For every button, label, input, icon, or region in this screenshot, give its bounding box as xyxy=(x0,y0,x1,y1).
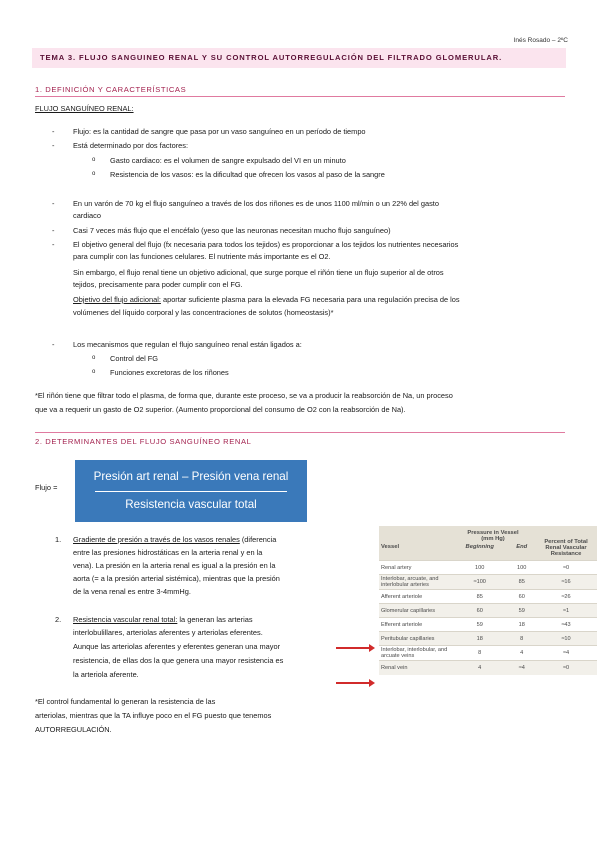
item2-line2: interlobulillares, arteriolas aferentes y arteriolas eferentes. xyxy=(73,628,263,637)
cell-end: 59 xyxy=(508,604,535,618)
cell-vessel: Renal artery xyxy=(379,561,451,575)
cell-beginning: ≈100 xyxy=(451,575,508,590)
bullet-flujo: Flujo: es la cantidad de sangre que pasa por un vaso sanguíneo en un período de tiempo xyxy=(73,127,366,136)
cell-beginning: 60 xyxy=(451,604,508,618)
cell-percent: ≈16 xyxy=(535,575,597,590)
bullet-varon-line2: cardiaco xyxy=(73,211,101,220)
bullet-dash: - xyxy=(52,340,55,349)
bullet-factores: Está determinado por dos factores: xyxy=(73,141,189,150)
renal-pressure-table xyxy=(379,526,597,675)
cell-vessel: Efferent arteriole xyxy=(379,618,451,632)
bullet-objetivo-line1: El objetivo general del flujo (fx necesaria para todos los tejidos) es proporcionar a los tejidos los nutrientes necesarios xyxy=(73,240,459,249)
bullet-encefalo: Casi 7 veces más flujo que el encéfalo (yeso que las neuronas necesitan mucho flujo sanguíneo) xyxy=(73,226,391,235)
cell-end: 8 xyxy=(508,632,535,646)
cell-end: 18 xyxy=(508,618,535,632)
table-body xyxy=(379,561,597,675)
sub-bullet-control-fg: Control del FG xyxy=(110,354,159,363)
cell-beginning: 8 xyxy=(451,646,508,661)
item2-line5: la arteriola aferente. xyxy=(73,670,139,679)
author-label: Inés Rosado – 2ºC xyxy=(513,37,568,44)
cell-end: 85 xyxy=(508,575,535,590)
item2-title: Resistencia vascular renal total: xyxy=(73,615,178,624)
section2-heading: 2. DETERMINANTES DEL FLUJO SANGUÍNEO RENAL xyxy=(35,437,252,446)
formula-fraction-bar xyxy=(95,491,287,492)
formula-numerator: Presión art renal – Presión vena renal xyxy=(93,470,289,483)
arrow-afferent xyxy=(336,647,370,649)
table-row xyxy=(379,590,597,604)
objetivo-adicional-text: aportar suficiente plasma para la elevada FG necesaria para una regulación precisa de los xyxy=(160,295,460,304)
cell-vessel: Glomerular capillaries xyxy=(379,604,451,618)
item1-line4: aorta (= a la presión arterial sistémica), mientras que la presión xyxy=(73,574,280,583)
page-title: TEMA 3. FLUJO SANGUINEO RENAL Y SU CONTROL AUTORREGULACIÓN DEL FILTRADO GLOMERULAR. xyxy=(40,53,503,62)
table-row xyxy=(379,646,597,661)
header-pressure-title: Pressure in Vessel xyxy=(467,530,519,536)
cell-beginning: 85 xyxy=(451,590,508,604)
table-row xyxy=(379,661,597,675)
formula-denominator: Resistencia vascular total xyxy=(125,498,257,511)
bullet-dash: - xyxy=(52,127,55,136)
bullet-dash: - xyxy=(52,141,55,150)
sub-bullet-circle: o xyxy=(92,369,96,375)
bullet-objetivo-line2: para cumplir con las funciones celulares. El nutriente más importante es el O2. xyxy=(73,252,331,261)
item1-title: Gradiente de presión a través de los vasos renales xyxy=(73,535,240,544)
table-row xyxy=(379,561,597,575)
cell-beginning: 100 xyxy=(451,561,508,575)
item1-line5: de la vena renal es entre 3-4mmHg. xyxy=(73,587,191,596)
item1-rest: (diferencia xyxy=(239,535,277,544)
section1-subheading: FLUJO SANGUÍNEO RENAL: xyxy=(35,104,134,113)
objetivo-adicional-label: Objetivo del flujo adicional: xyxy=(73,295,161,304)
table-row xyxy=(379,632,597,646)
item2-line4: resistencia, de ellas dos la que genera una mayor resistencia es xyxy=(73,656,284,665)
bullet-mecanismos: Los mecanismos que regulan el flujo sanguíneo renal están ligados a: xyxy=(73,340,302,349)
cell-percent: ≈43 xyxy=(535,618,597,632)
table-row xyxy=(379,618,597,632)
cell-end: 4 xyxy=(508,646,535,661)
cell-beginning: 18 xyxy=(451,632,508,646)
item2-line3: Aunque las arteriolas aferentes y eferentes generan una mayor xyxy=(73,642,281,651)
item2-rest: la generan las arterias xyxy=(177,615,253,624)
header-end: End xyxy=(516,544,528,550)
item1-line1 xyxy=(73,535,276,546)
bullet-dash: - xyxy=(52,226,55,235)
arrow-efferent xyxy=(336,682,370,684)
bullet-objetivo-line4: tejidos, precisamente para poder cumplir con el FG. xyxy=(73,280,243,289)
cell-end: 100 xyxy=(508,561,535,575)
sub-bullet-funciones: Funciones excretoras de los riñones xyxy=(110,368,229,377)
cell-percent: ≈10 xyxy=(535,632,597,646)
cell-beginning: 59 xyxy=(451,618,508,632)
cell-beginning: 4 xyxy=(451,661,508,675)
section1-note-line2: que va a requerir un gasto de O2 superior. (Aumento proporcional del consumo de O2 con la reabsorción de Na). xyxy=(35,405,406,414)
cell-vessel: Peritubular capillaries xyxy=(379,632,451,646)
cell-vessel: Renal vein xyxy=(379,661,451,675)
table-header-row xyxy=(379,526,597,543)
cell-percent: ≈4 xyxy=(535,646,597,661)
cell-percent: ≈0 xyxy=(535,661,597,675)
cell-end: ≈4 xyxy=(508,661,535,675)
bullet-varon-line1: En un varón de 70 kg el flujo sanguíneo a través de los dos riñones es de unos 1100 ml/min o un 22% del gasto xyxy=(73,199,439,208)
item2-number: 2. xyxy=(55,615,62,624)
section2-note-line2: arteriolas, mientras que la TA influye poco en el FG puesto que tenemos xyxy=(35,711,272,720)
objetivo-adicional xyxy=(73,295,460,306)
item1-line2: entre las presiones hidrostáticas en la arteria renal y en la xyxy=(73,548,263,557)
cell-percent: ≈1 xyxy=(535,604,597,618)
header-pressure-group xyxy=(451,526,535,543)
sub-bullet-circle: o xyxy=(92,171,96,177)
section1-note-line1: *El riñón tiene que filtrar todo el plasma, de forma que, durante este proceso, se va a producir la reabsorción de Na, un proceso xyxy=(35,391,453,400)
item1-number: 1. xyxy=(55,535,62,544)
header-vessel: Vessel xyxy=(381,544,400,550)
table-row xyxy=(379,575,597,590)
sub-bullet-circle: o xyxy=(92,157,96,163)
cell-percent: ≈26 xyxy=(535,590,597,604)
section2-note-line1: *El control fundamental lo generan la resistencia de las xyxy=(35,697,216,706)
bullet-objetivo-line6: volúmenes del líquido corporal y las concentraciones de solutos (homeostasis)* xyxy=(73,308,334,317)
header-beginning: Beginning xyxy=(465,544,494,550)
bullet-dash: - xyxy=(52,240,55,249)
section2-note-line3: AUTORREGULACIÓN. xyxy=(35,725,112,734)
bullet-objetivo-line3: Sin embargo, el flujo renal tiene un objetivo adicional, que surge porque el riñón tiene un flujo superior al de otros xyxy=(73,268,444,277)
flujo-label: Flujo = xyxy=(35,483,58,492)
bullet-dash: - xyxy=(52,199,55,208)
item1-line3: vena). La presión en la arteria renal es igual a la presión en la xyxy=(73,561,276,570)
sub-bullet-circle: o xyxy=(92,355,96,361)
section1-heading: 1. DEFINICIÓN Y CARACTERÍSTICAS xyxy=(35,85,187,94)
sub-bullet-resistencia: Resistencia de los vasos: es la dificultad que ofrecen los vasos al paso de la sangre xyxy=(110,170,385,179)
section2-divider xyxy=(35,432,565,433)
table-row xyxy=(379,604,597,618)
header-pressure-unit: (mm Hg) xyxy=(481,536,505,542)
cell-vessel: Afferent arteriole xyxy=(379,590,451,604)
sub-bullet-gasto: Gasto cardiaco: es el volumen de sangre expulsado del VI en un minuto xyxy=(110,156,346,165)
cell-end: 60 xyxy=(508,590,535,604)
section1-divider xyxy=(35,96,565,97)
flow-formula-box xyxy=(75,460,307,522)
cell-percent: ≈0 xyxy=(535,561,597,575)
header-percent: Percent of Total Renal Vascular Resistance xyxy=(544,539,588,557)
cell-vessel: Interlobar, interlobular, and arcuate veins xyxy=(379,646,451,661)
item2-line1 xyxy=(73,615,253,626)
cell-vessel: Interlobar, arcuate, and interlobular arteries xyxy=(379,575,451,590)
